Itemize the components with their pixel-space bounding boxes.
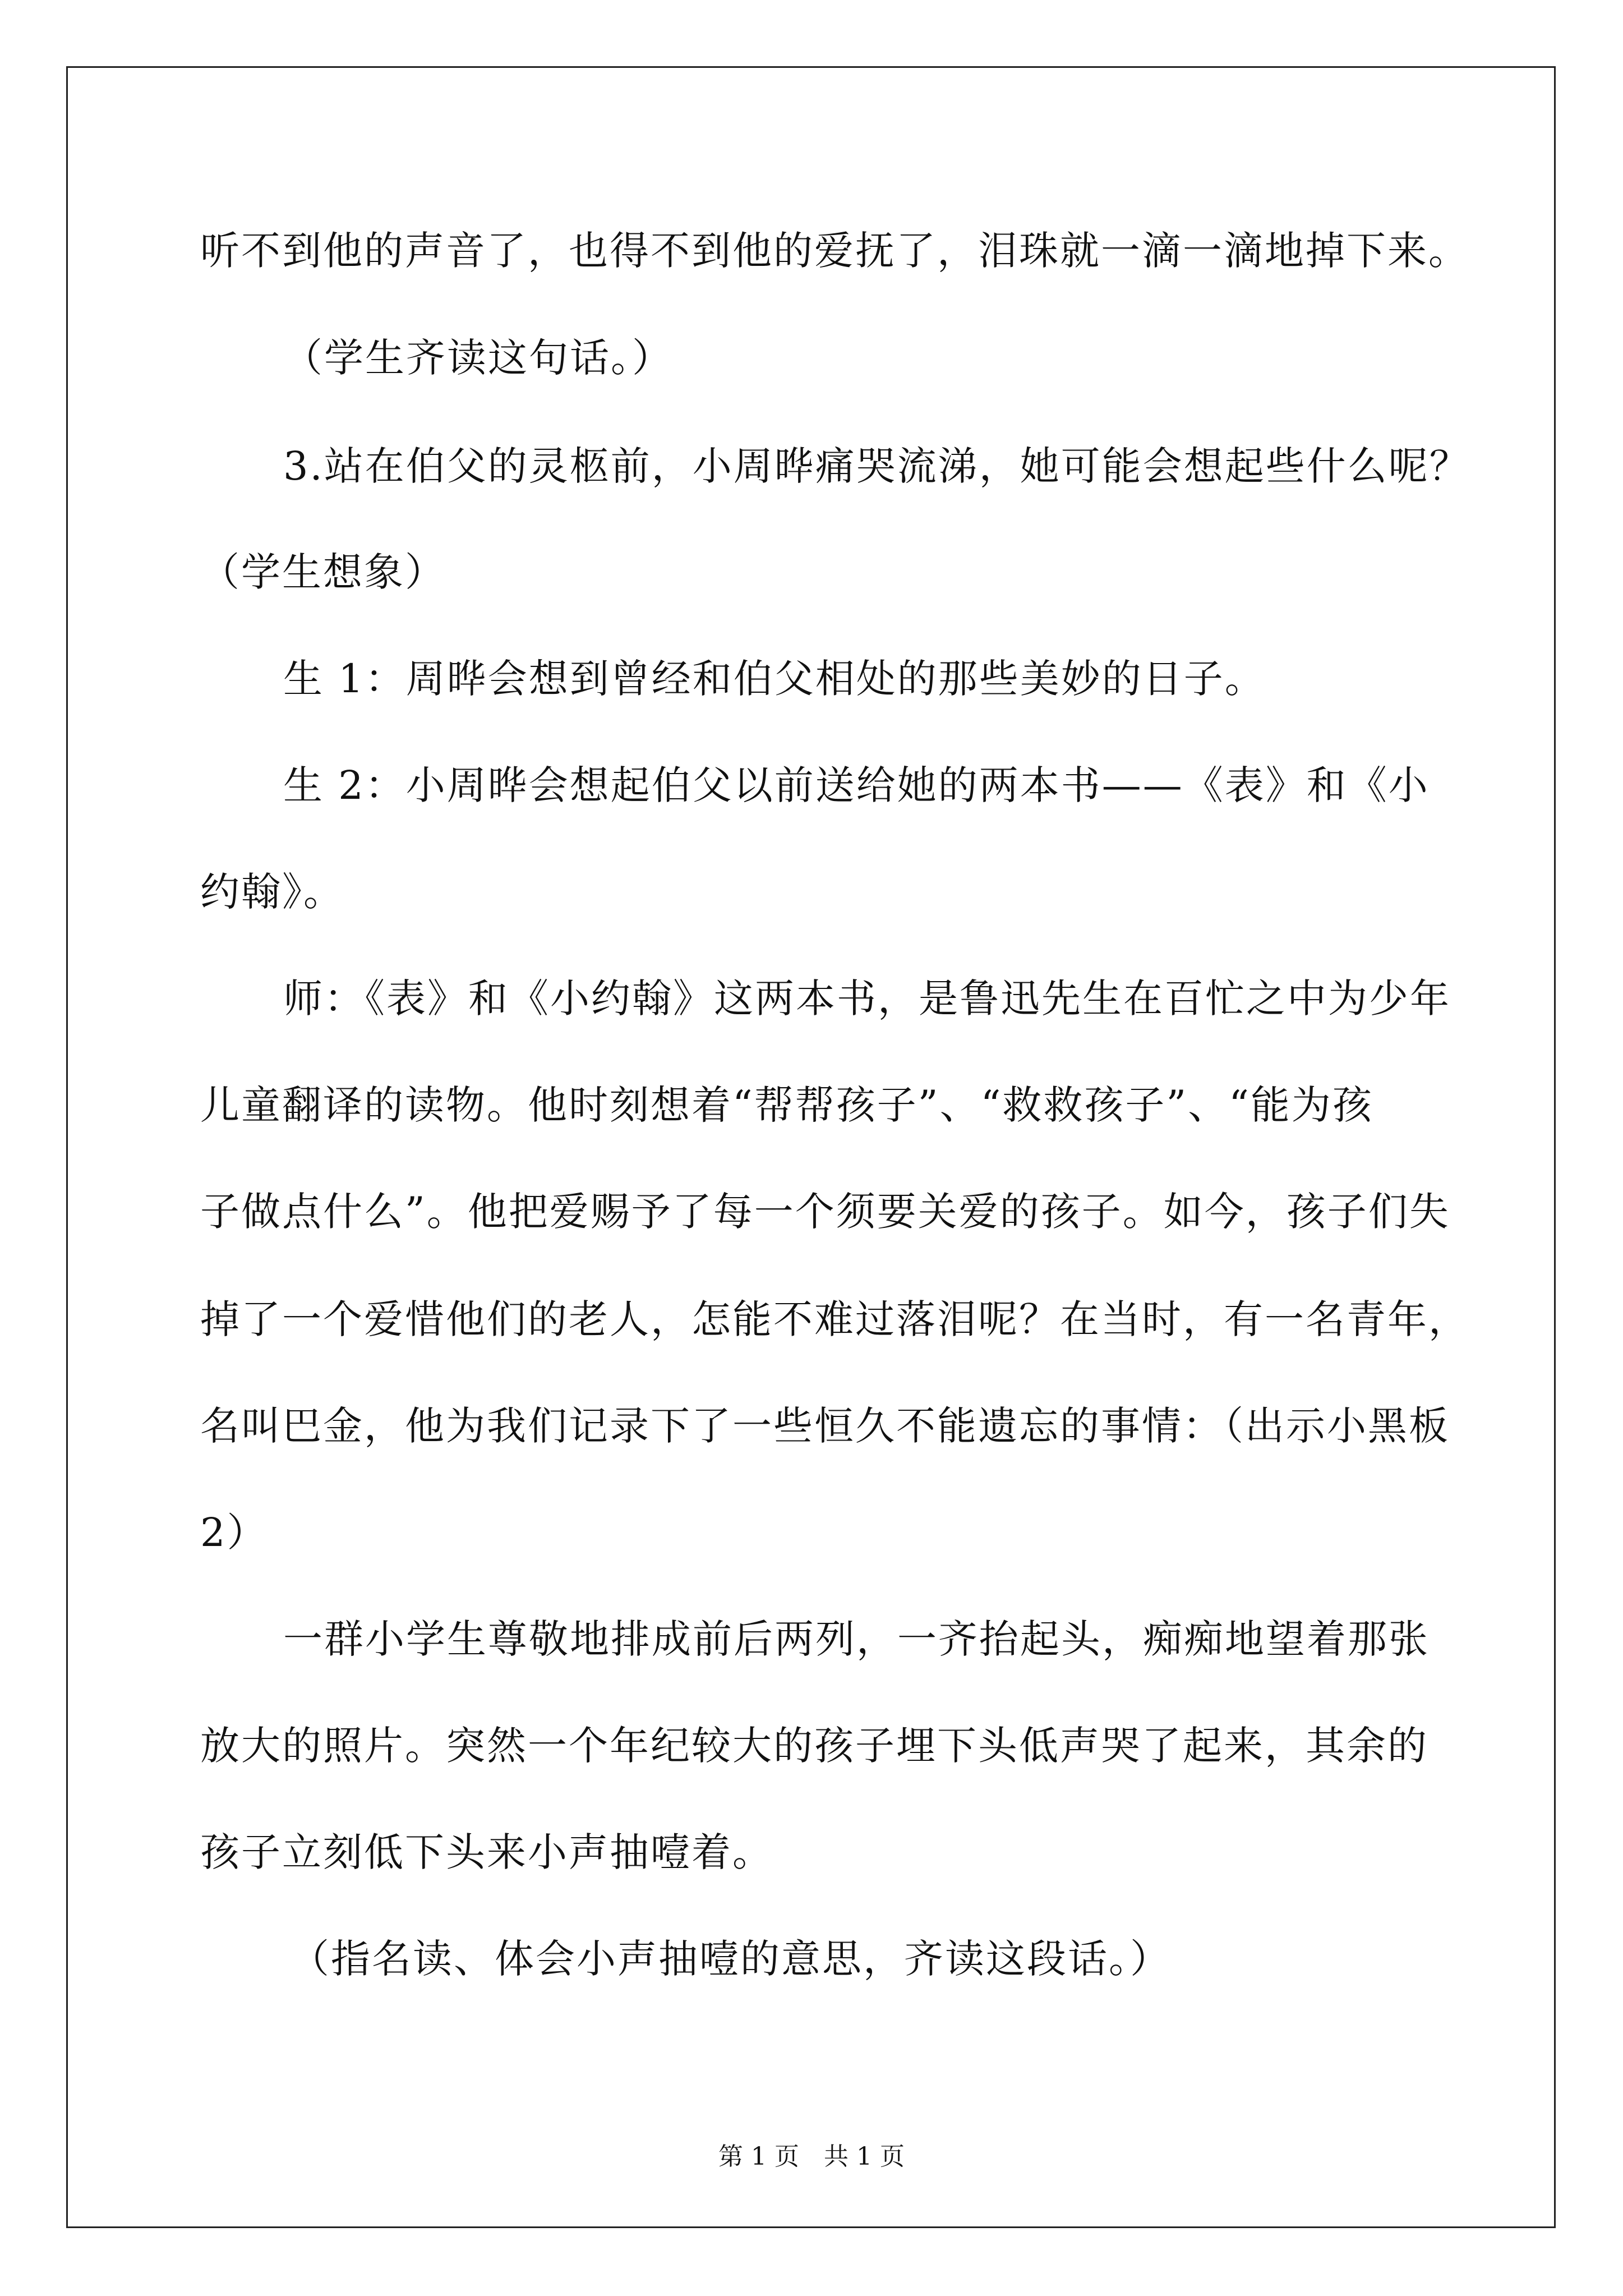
text-line-13: 2） (200, 1510, 268, 1556)
page-border (66, 66, 1556, 2228)
text-line-17: （指名读、体会小声抽噎的意思，齐读这段话。） (290, 1936, 1171, 1982)
text-line-14: 一群小学生尊敬地排成前后两列，一齐抬起头，痴痴地望着那张 (283, 1616, 1430, 1662)
text-line-12: 名叫巴金，他为我们记录下了一些恒久不能遗忘的事情：（出示小黑板 (200, 1403, 1450, 1449)
text-line-6: 生 2：小周晔会想起伯父以前送给她的两本书——《表》和《小 (283, 762, 1430, 808)
page-number-footer: 第 1 页 共 1 页 (718, 2142, 905, 2171)
text-line-7: 约翰》。 (200, 869, 344, 915)
text-line-2: （学生齐读这句话。） (283, 335, 673, 381)
text-line-5: 生 1：周晔会想到曾经和伯父相处的那些美妙的日子。 (283, 656, 1266, 702)
text-line-10: 子做点什么”。他把爱赐予了每一个须要关爱的孩子。如今，孩子们失 (200, 1189, 1450, 1235)
text-line-1: 听不到他的声音了，也得不到他的爱抚了，泪珠就一滴一滴地掉下来。 (200, 228, 1469, 274)
text-line-4: （学生想象） (200, 549, 446, 595)
text-line-8: 师：《表》和《小约翰》这两本书，是鲁迅先生在百忙之中为少年 (283, 976, 1451, 1022)
text-line-9: 儿童翻译的读物。他时刻想着“帮帮孩子”、“救救孩子”、“能为孩 (200, 1082, 1373, 1128)
text-line-3: 3.站在伯父的灵柩前，小周晔痛哭流涕，她可能会想起些什么呢？ (283, 443, 1470, 489)
text-line-16: 孩子立刻低下头来小声抽噎着。 (200, 1829, 773, 1875)
text-line-11: 掉了一个爱惜他们的老人，怎能不难过落泪呢？在当时，有一名青年， (200, 1296, 1469, 1342)
text-line-15: 放大的照片。突然一个年纪较大的孩子埋下头低声哭了起来，其余的 (200, 1723, 1428, 1769)
